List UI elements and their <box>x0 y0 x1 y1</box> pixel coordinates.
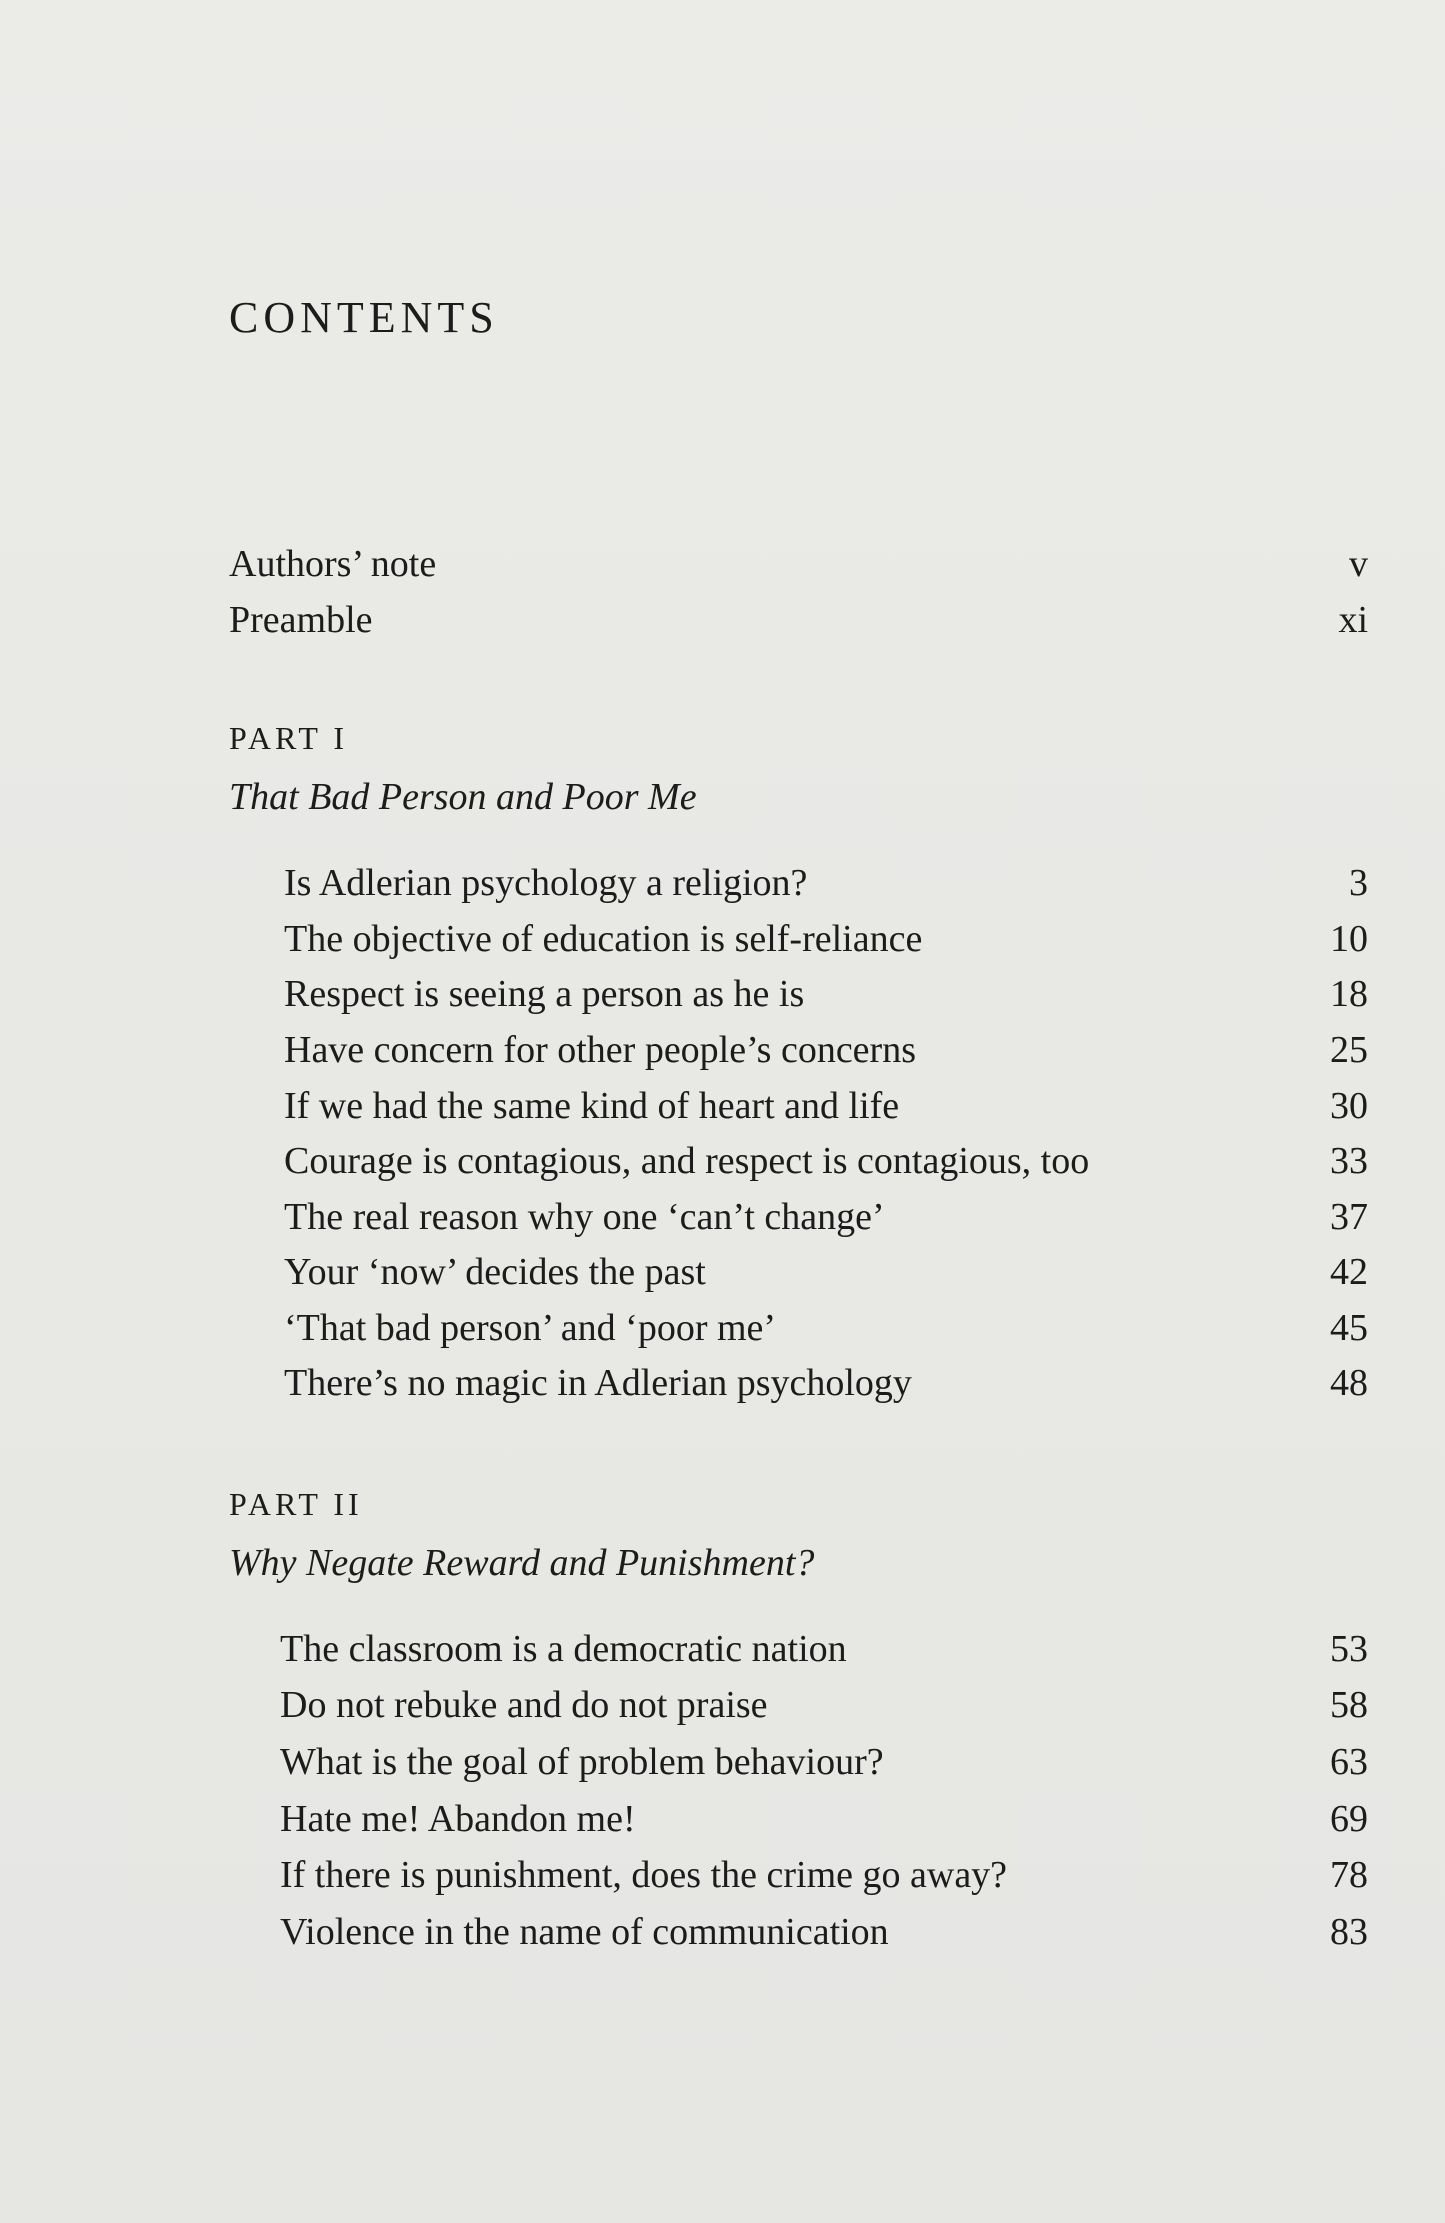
toc-entry-title: There’s no magic in Adlerian psychology <box>284 1362 912 1404</box>
toc-entry-preamble <box>229 601 1368 639</box>
toc-entry <box>280 1913 1368 1951</box>
contents-heading: CONTENTS <box>229 293 499 342</box>
toc-entry-title: Do not rebuke and do not praise <box>280 1684 768 1726</box>
toc-entry-title: If there is punishment, does the crime go away? <box>280 1854 1008 1896</box>
toc-entry <box>280 1686 1368 1724</box>
toc-entry-page: 53 <box>1330 1628 1368 1670</box>
toc-entry-page: v <box>1349 543 1368 585</box>
toc-entry-title: The real reason why one ‘can’t change’ <box>284 1196 885 1238</box>
toc-entry-page: 18 <box>1330 973 1368 1015</box>
toc-entry-page: 25 <box>1330 1029 1368 1071</box>
toc-entry-page: 45 <box>1330 1307 1368 1349</box>
toc-entry <box>284 1198 1368 1236</box>
toc-entry-page: 48 <box>1330 1362 1368 1404</box>
toc-entry <box>284 1142 1368 1180</box>
toc-entry-title: Your ‘now’ decides the past <box>284 1251 706 1293</box>
toc-entry-page: 30 <box>1330 1085 1368 1127</box>
toc-entry-page: xi <box>1338 599 1368 641</box>
toc-entry <box>284 920 1368 958</box>
toc-entry <box>284 1309 1368 1347</box>
toc-entry <box>284 1364 1368 1402</box>
toc-entry-page: 78 <box>1330 1854 1368 1896</box>
toc-entry-page: 37 <box>1330 1196 1368 1238</box>
toc-entry <box>284 1087 1368 1125</box>
toc-entry-title: Authors’ note <box>229 543 437 585</box>
part-1-title: That Bad Person and Poor Me <box>229 776 697 818</box>
toc-entry-title: Hate me! Abandon me! <box>280 1798 636 1840</box>
toc-entry-title: Preamble <box>229 599 373 641</box>
toc-entry-title: Respect is seeing a person as he is <box>284 973 805 1015</box>
toc-entry-title: The objective of education is self-reliance <box>284 918 923 960</box>
toc-entry-page: 69 <box>1330 1798 1368 1840</box>
toc-entry-title: Courage is contagious, and respect is contagious, too <box>284 1140 1090 1182</box>
toc-entry-page: 10 <box>1330 918 1368 960</box>
toc-entry <box>280 1630 1368 1668</box>
part-2-label: PART II <box>229 1486 363 1522</box>
toc-entry <box>284 975 1368 1013</box>
toc-entry <box>280 1743 1368 1781</box>
toc-entry-authors-note <box>229 545 1368 583</box>
part-2-title: Why Negate Reward and Punishment? <box>229 1542 815 1584</box>
toc-entry <box>280 1856 1368 1894</box>
toc-entry-title: Violence in the name of communication <box>280 1911 889 1953</box>
toc-entry-page: 33 <box>1330 1140 1368 1182</box>
toc-entry-page: 58 <box>1330 1684 1368 1726</box>
toc-entry <box>284 1031 1368 1069</box>
toc-entry-title: What is the goal of problem behaviour? <box>280 1741 884 1783</box>
toc-entry <box>284 1253 1368 1291</box>
toc-entry-title: Have concern for other people’s concerns <box>284 1029 916 1071</box>
part-1-label: PART I <box>229 720 349 756</box>
toc-entry-page: 42 <box>1330 1251 1368 1293</box>
toc-entry-title: The classroom is a democratic nation <box>280 1628 847 1670</box>
toc-entry-title: If we had the same kind of heart and life <box>284 1085 900 1127</box>
toc-entry-page: 3 <box>1349 862 1368 904</box>
toc-entry-page: 83 <box>1330 1911 1368 1953</box>
toc-entry-title: Is Adlerian psychology a religion? <box>284 862 808 904</box>
toc-entry <box>284 864 1368 902</box>
toc-entry <box>280 1800 1368 1838</box>
toc-entry-page: 63 <box>1330 1741 1368 1783</box>
toc-entry-title: ‘That bad person’ and ‘poor me’ <box>284 1307 777 1349</box>
